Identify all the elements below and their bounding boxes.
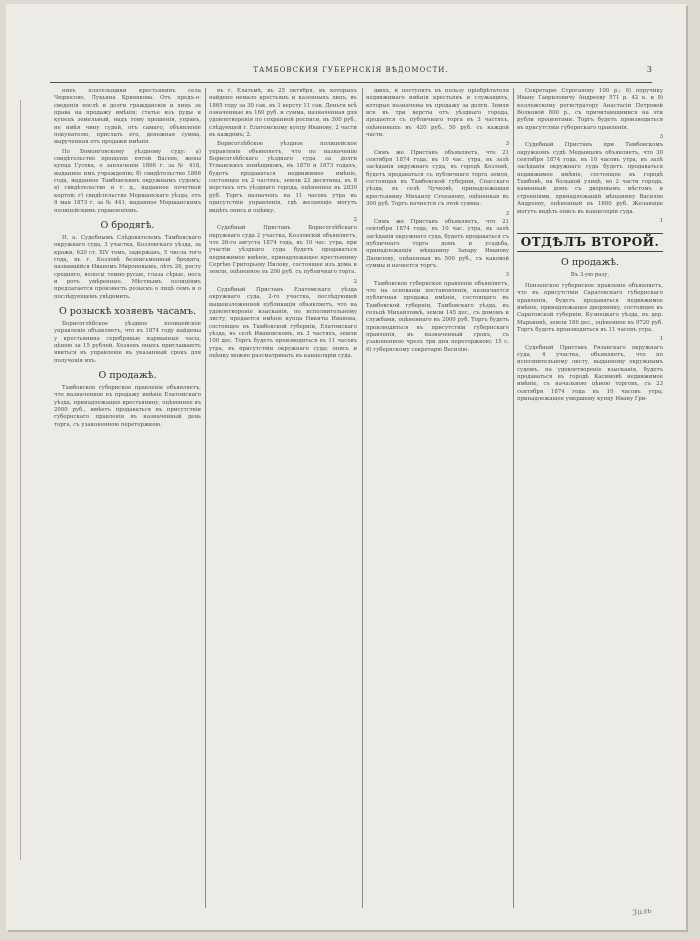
notice-number: 1 [659, 217, 663, 224]
notice-number: 3 [505, 141, 509, 148]
column-3 [366, 88, 509, 910]
paragraph: въ г. Елатьмѣ, въ 25 октября, въ которыхъ найдено немало крестьянъ и казенныхъ лицъ, въ 1865 году за 30 сак. въ 1 версту 11 сак. Деньги всѣ означенные въ 160 руб. и сумма, назначенная для удовлетворенія по сохранной росписи, въ 300 руб., слѣдующей г. Елатомскому купцу Иванову, 2 части въ каждомъ; 2. [209, 88, 357, 139]
section-heading: О продажѣ. [561, 256, 619, 268]
column-divider [513, 88, 514, 908]
column-divider [362, 88, 363, 908]
column-1 [54, 88, 201, 910]
department-heading: ОТДѢЛЪ ВТОРОЙ. [517, 233, 663, 251]
paragraph: Борисоглѣбское уѣздное полицейское управленіе объявляетъ, что въ 1874 году найдены у крестьянина серебряные карманные часы, цѣною за 15 рублей. Хозяевъ оныхъ приглашаютъ явиться въ управленіе въ указанный срокъ для полученія ихъ. [54, 320, 201, 364]
paragraph: Судебный Приставъ Рязанскаго окружнаго суда, 4 участка, объявляетъ, что по исполнительному листу, выданному окружнымъ судомъ, на удовлетвореніе взысканія, будетъ продаваться въ городѣ Касимовѣ недвижимое имѣніе, съ начальною цѣною торговъ, съ 23 сентября 1874 года въ 10 часовъ утра; принадлежащее умершему купцу Ивану Гри- [517, 344, 663, 403]
column-divider [205, 88, 206, 908]
paragraph: Симъ же Приставъ объявляетъ, что 21 сентября 1874 года, въ 10 час. утра, въ залѣ засѣданія окружнаго суда, будетъ продаваться съ публичнаго торга домъ и усадьба, принадлежащія мѣщанину Захару Иванову Данилову, оцѣненныя въ 500 руб., съ каковой суммы и начнется торгъ. [366, 218, 509, 269]
notice-number: 3 [505, 210, 509, 217]
column-2 [209, 88, 357, 910]
newspaper-page [6, 4, 686, 930]
page-number: 3 [646, 65, 652, 74]
notice-number: 3 [505, 272, 509, 279]
paragraph: Судебный Приставъ Борисоглѣбскаго окружнаго суда 2 участка, Козловскій объявляетъ, что 26-го августа 1874 года, въ 10 час. утра, при участіи уѣзднаго суда будетъ продаваться недвижимое имѣніе, принадлежащее крестьянину Сергѣю Григорьеву Нилову, состоящее изъ дома и земли, оцѣненное въ 200 руб. съ публичнаго торга. [209, 225, 357, 276]
section-subheading: Въ 3-ую разу. [570, 271, 610, 278]
paragraph: Симъ же Приставъ объявляетъ, что 21 сентября 1874 года, въ 10 час. утра, въ залѣ засѣданія окружнаго суда, въ городѣ Козловѣ, будетъ продаваться съ публичнаго торга земля, состоящая въ Тамбовской губерніи, Спасскаго уѣзда, въ селѣ Чучковѣ, принадлежащая крестьянину Михаилу Степанову, оцѣненная въ 300 руб. Торгъ начнется съ этой суммы. [366, 149, 509, 208]
page-header [46, 66, 656, 78]
paragraph: Секретарю Строганову 100 р.; 8) поручику Ивану Гавриловичу Андрееву 571 р. 42 к. и 9) коллежскому регистратору Анастасіи Петровой Волковой 800 р., съ причитающимися на эти рубли процентами. Торгъ будетъ производиться въ присутствіи губернскаго правленія. [517, 88, 663, 131]
section-heading: О розыскѣ хозяевъ часамъ. [58, 305, 197, 317]
paragraph: Пензенское губернское правленіе объявляетъ, что въ присутствіи Саратовскаго губернскаго правленія, будетъ продаваться недвижимое имѣніе, принадлежащее дворянину, состоящее въ Саратовской губерніи, Кузнецкаго уѣзда, въ дер. Марьинкѣ, земли 186 дес., оцѣненное въ 9720 руб. Торгъ будетъ производиться въ 11 часовъ утра. [517, 282, 663, 333]
notice-number: 2 [353, 216, 357, 223]
header-rule [50, 82, 652, 83]
handwritten-signature: Зиль [631, 905, 653, 918]
paragraph: Судебный Приставъ Елатомскаго уѣзда окружнаго суда, 2-го участка, послѣдующей вышеизложенной публикаціи объявляетъ, что на удовлетвореніе взысканія, по исполнительному листу, продается имѣніе купца Никиты Иванова, состоящее въ Тамбовской губерніи, Елатомскаго уѣзда, въ селѣ Ивановскомъ, въ 3 частяхъ, земли 100 дес. Торгъ будетъ производиться въ 11 часовъ утра, въ присутствіи окружнаго суда; опись и оцѣнку можно разсматривать въ канцеляріи суда. [209, 286, 357, 360]
paragraph: Судебный Приставъ при Тамбовскомъ окружномъ судѣ Медынцевъ объявляетъ, что 30 сентября 1874 года, въ 10 часовъ утра, въ залѣ засѣданія окружнаго суда будетъ продаваться недвижимое имѣніе, состоящее въ городѣ Тамбовѣ, на большой улицѣ, во 2 части города, каменный домъ съ дворовымъ мѣстомъ и строеніями, принадлежащій мѣщанину Василію Андрееву, оцѣненный въ 1600 руб. Желающіе могутъ видѣть опись въ канцеляріи суда. [517, 142, 663, 215]
section-heading: О продажѣ. [98, 370, 157, 381]
column-4 [517, 88, 663, 910]
paragraph: По Бомонговскому уѣздному суду: а) свидѣтельство прощеніе пятой Васеве, жены купца Гусева, о заплаченіи 1866 г. за № 418, выданное имъ учрежденію; б) свидѣтельство 1866 года, выданное Тамбовскимъ окружнымъ судомъ; в) свидѣтельство и т. д., выданное почетной кортой; г) свидѣтельство Моршанскаго уѣзда, отъ 9 мая 1873 г. за № 441, выданное Моршанскимъ полицейскимъ управленіемъ. [54, 148, 201, 214]
notice-number: 2 [353, 278, 357, 285]
paragraph: Борисоглѣбское уѣздное полицейское управленіе объявляетъ, что по назначенію Борисоглѣбскаго уѣзднаго суда за долги Усманскихъ помѣщиковъ, въ 1870 и 1873 годахъ, будетъ продаваться недвижимое имѣніе, состоящее въ 2 частяхъ, земли 22 десятины, въ 8 верстахъ отъ уѣзднаго города, оцѣненное въ 2830 руб. Торгъ назначенъ на 11 часовъ утра въ присутствіи управленія, гдѣ желающіе могутъ видѣть опись и оцѣнку. [209, 141, 357, 214]
paragraph: шихъ, и поступитъ въ пользу пріобрѣтателя недвижимаго имѣнія крестьянъ и служащихъ, которые назначены въ продажу за долги. Земля вся въ три версты отъ уѣзднаго города, продается съ публичнаго торга въ 3 частяхъ, оцѣненныхъ въ 420 руб., 50 руб. съ каждой части. [366, 88, 509, 139]
binding-shadow [20, 100, 21, 860]
paragraph: нихъ плательщики крестьянинъ села Чюрюсово, Лукьяна Кривякова. Отъ предъ-о-сведенія послѣ и долги гражданскія и лицъ за права на продажу имѣнія; статье изъ руды и купецъ земельный, надъ тому прошенія, управъ, не имѣя чину судей, отъ самаго, объявленіе покупателю, прислать его, денежная сумма, вырученная отъ продажи имѣнія. [54, 88, 201, 146]
paragraph: Тамбовское губернское правленіе объявляетъ, что на основаніи постановленія, назначается публичная продажа имѣнія, состоящаго въ Тамбовской губерніи, Тамбовскаго уѣзда, въ сельцѣ Михайловкѣ, земли 145 дес., съ домомъ и службами, оцѣненнаго въ 2000 руб. Торгъ будетъ производиться въ присутствіи губернскаго правленія, въ назначенный срокъ, съ узаконенною чрезъ три дня переторжкою; 15 с. 6) губернскому секретарю Василію. [366, 280, 509, 353]
section-heading: О бродягѣ. [100, 219, 155, 231]
paragraph: Н. а. Судебнымъ Слѣдователемъ Тамбовскаго окружнаго суда, 3 участка, Козловскаго уѣзда, за кражи, 620 ст. XIV томъ, задержанъ, 5 числа того года, въ г. Козловѣ безписьменный бродяга, назвавшійся Иваномъ Мироновымъ, лѣтъ 26, росту средняго, волосы темно-русые, глаза сѣрые, носъ и ротъ умѣренные. Мѣстнымъ полиціямъ предлагается произвесть розыскъ о лицѣ семъ и о послѣдующемъ увѣдомить. [54, 234, 201, 300]
notice-number: 1 [659, 336, 663, 343]
newspaper-title: ТАМБОВСКИЯ ГУБЕРНСКІЯ ВѢДОМОСТИ. [253, 66, 449, 74]
paragraph: Тамбовское губернское правленіе объявляетъ, что назначенное въ продажу имѣніе Елатомскаго уѣзда, принадлежащее крестьянину, оцѣненное въ 2000 руб., имѣетъ продаваться въ присутствіи губернскаго правленія въ назначенный день торга, съ узаконенною переторжкою. [54, 385, 201, 428]
notice-number: 3 [659, 134, 663, 141]
